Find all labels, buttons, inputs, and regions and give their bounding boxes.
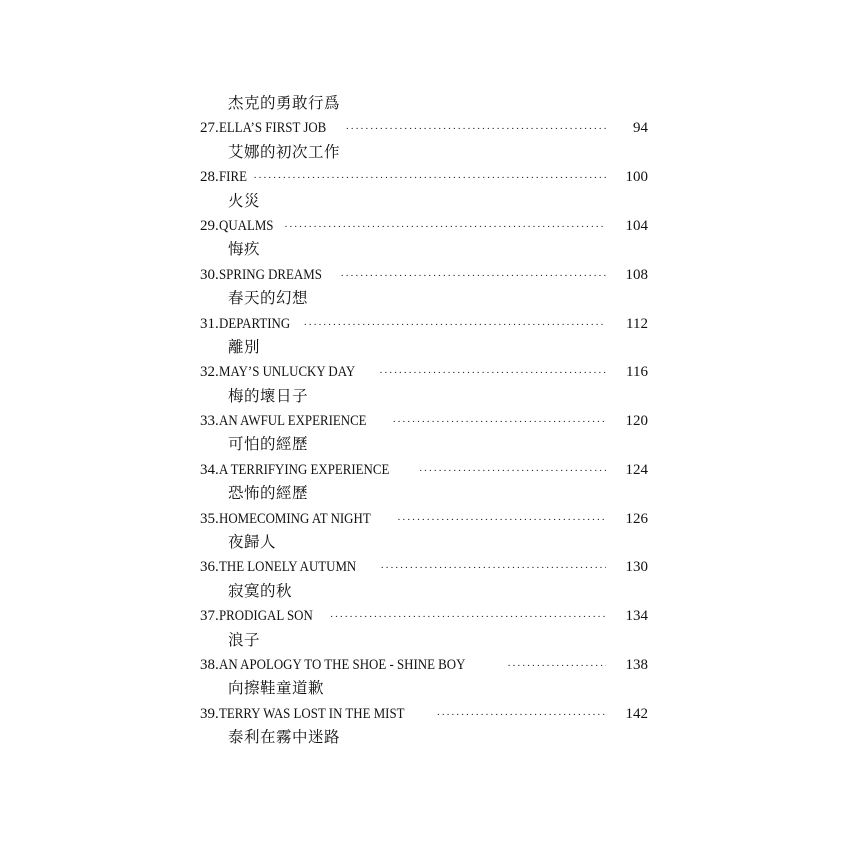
- dot-leader: [507, 654, 606, 678]
- entry-title: HOMECOMING AT NIGHT: [218, 510, 371, 527]
- entry-title: AN AWFUL EXPERIENCE: [218, 413, 367, 430]
- entry-chinese-title: 悔疚: [228, 241, 261, 259]
- entry-page-number: 142: [625, 705, 648, 722]
- entry-number: 32.: [200, 364, 219, 381]
- entry-title: MAY’S UNLUCKY DAY: [218, 364, 355, 381]
- entry-number: 29.: [200, 217, 219, 234]
- entry-chinese-title: 泰利在霧中迷路: [228, 729, 341, 747]
- entry-title: THE LONELY AUTUMN: [218, 559, 357, 576]
- entry-page-number: 104: [625, 217, 648, 234]
- entry-number: 34.: [200, 461, 219, 478]
- entry-chinese-title: 春天的幻想: [228, 290, 309, 308]
- toc-entry: [200, 360, 660, 384]
- dot-leader: [380, 556, 606, 580]
- dot-leader: [392, 410, 606, 434]
- entry-page-number: 130: [625, 559, 648, 576]
- toc-entry: [200, 653, 660, 677]
- entry-chinese-title: 艾娜的初次工作: [228, 143, 341, 161]
- entry-title: A TERRIFYING EXPERIENCE: [218, 461, 390, 478]
- toc-entry: [200, 263, 660, 287]
- dot-leader: [253, 166, 606, 190]
- entry-number: 27.: [200, 120, 219, 137]
- entry-page-number: 108: [625, 266, 648, 283]
- entry-chinese-title: 離別: [228, 338, 261, 356]
- toc-entry: [200, 604, 660, 628]
- entry-number: 37.: [200, 608, 219, 625]
- entry-page-number: 126: [625, 510, 648, 527]
- dot-leader: [436, 703, 606, 727]
- toc-entry: [200, 409, 660, 433]
- entry-page-number: 112: [626, 315, 648, 332]
- entry-chinese-title: 梅的壞日子: [228, 387, 309, 405]
- dot-leader: [284, 215, 606, 239]
- dot-leader: [340, 264, 606, 288]
- toc-entry: [200, 555, 660, 579]
- entry-page-number: 116: [626, 364, 648, 381]
- dot-leader: [346, 117, 607, 141]
- entry-title: DEPARTING: [218, 315, 290, 332]
- toc-entry: [200, 312, 660, 336]
- dot-leader: [419, 459, 606, 483]
- entry-number: 30.: [200, 266, 219, 283]
- dot-leader: [303, 313, 606, 337]
- entry-number: 28.: [200, 169, 219, 186]
- table-of-contents: [200, 92, 660, 751]
- entry-chinese-title: 寂寞的秋: [228, 582, 293, 600]
- entry-number: 36.: [200, 559, 219, 576]
- toc-entry: [200, 458, 660, 482]
- toc-entries: [200, 116, 660, 750]
- entry-number: 31.: [200, 315, 219, 332]
- entry-number: 38.: [200, 656, 219, 673]
- entry-title: FIRE: [218, 169, 247, 186]
- entry-number: 33.: [200, 413, 219, 430]
- toc-entry: [200, 214, 660, 238]
- toc-entry: [200, 165, 660, 189]
- entry-title: QUALMS: [218, 217, 274, 234]
- entry-chinese-title: 浪子: [228, 631, 261, 649]
- entry-page-number: 124: [625, 461, 648, 478]
- entry-title: TERRY WAS LOST IN THE MIST: [218, 705, 405, 722]
- dot-leader: [397, 508, 606, 532]
- entry-title: SPRING DREAMS: [218, 266, 322, 283]
- entry-chinese-title: 恐怖的經歷: [228, 485, 309, 503]
- entry-page-number: 134: [625, 608, 648, 625]
- entry-number: 35.: [200, 510, 219, 527]
- entry-title: PRODIGAL SON: [218, 608, 313, 625]
- entry-title: ELLA’S FIRST JOB: [218, 120, 327, 137]
- entry-page-number: 138: [625, 656, 648, 673]
- dot-leader: [330, 605, 606, 629]
- toc-chinese-title: 杰克的勇敢行爲: [228, 95, 341, 112]
- dot-leader: [379, 361, 606, 385]
- entry-page-number: 94: [633, 120, 648, 137]
- entry-title: AN APOLOGY TO THE SHOE - SHINE BOY: [218, 656, 466, 673]
- entry-chinese-title: 火災: [228, 192, 261, 210]
- entry-page-number: 100: [625, 169, 648, 186]
- entry-page-number: 120: [625, 413, 648, 430]
- toc-entry: [200, 507, 660, 531]
- entry-chinese-title: 可怕的經歷: [228, 436, 309, 454]
- entry-chinese-title: 向擦鞋童道歉: [228, 680, 325, 698]
- entry-chinese-title: 夜歸人: [228, 534, 277, 552]
- toc-entry: [200, 702, 660, 726]
- entry-number: 39.: [200, 705, 219, 722]
- toc-entry: [200, 116, 660, 140]
